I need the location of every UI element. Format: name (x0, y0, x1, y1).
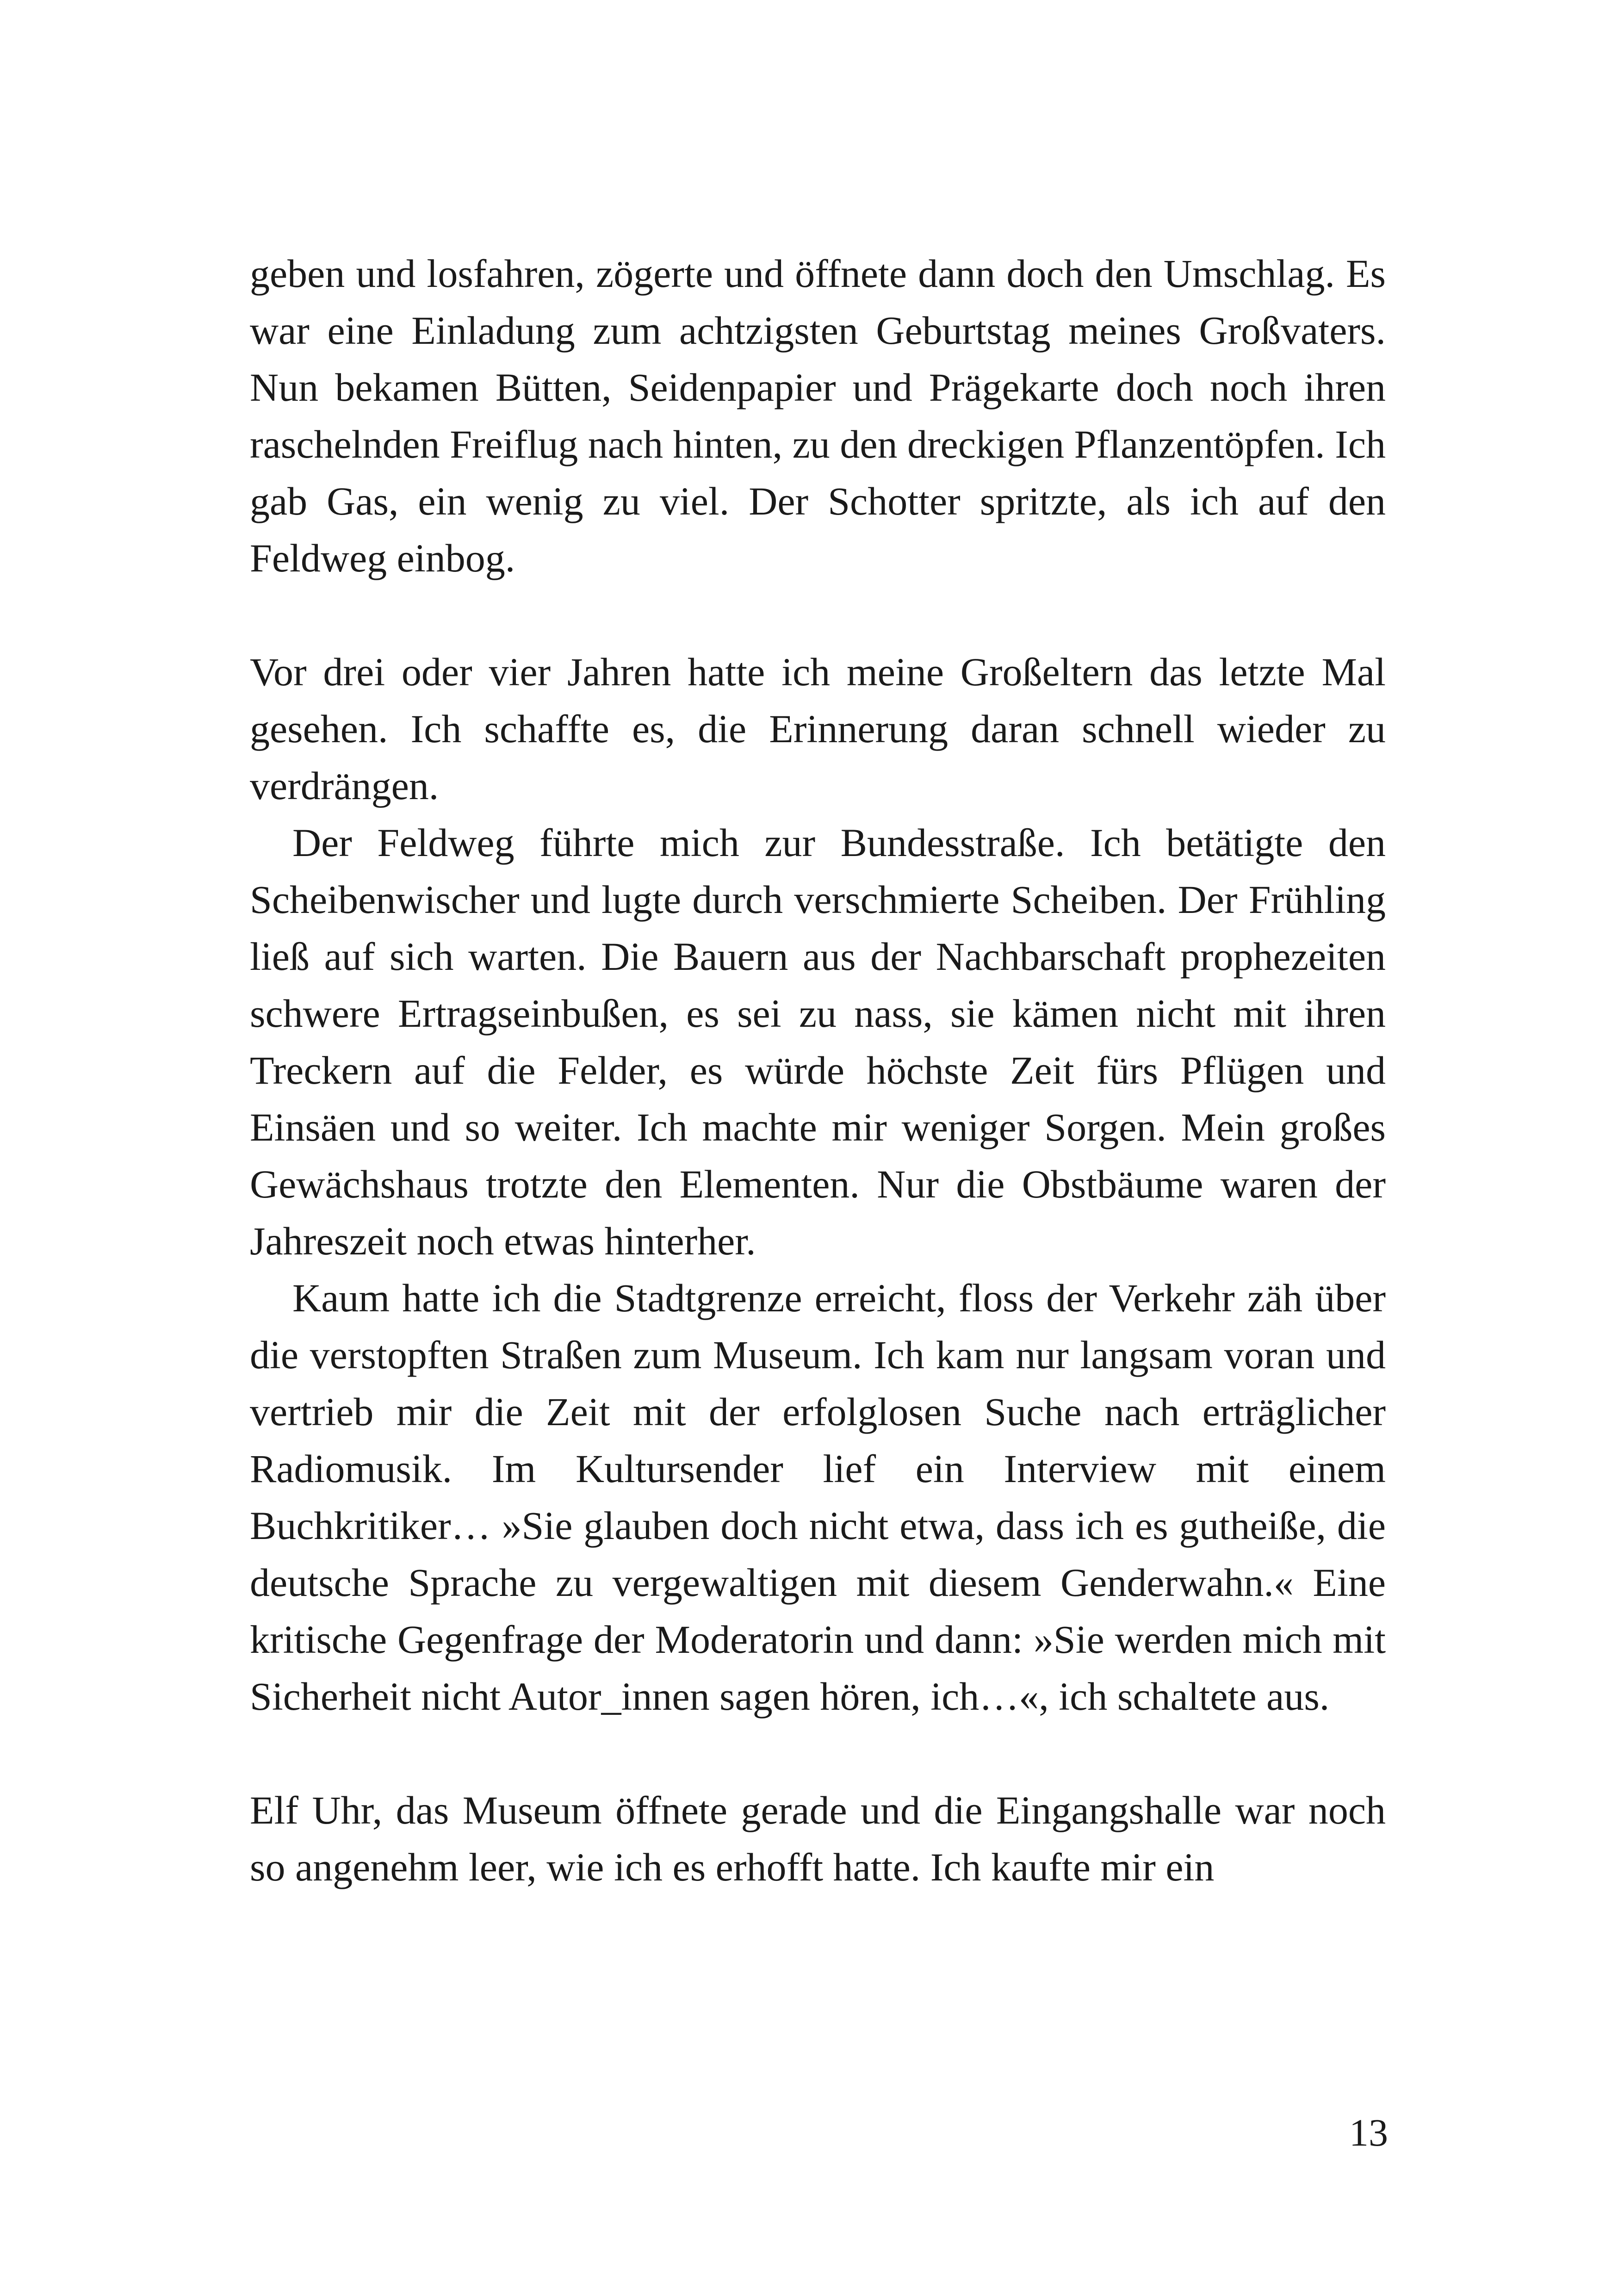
paragraph-5: Elf Uhr, das Museum öffnete gerade und die Eingangshalle war noch so angenehm leer, wie ich es erhofft hatte. Ich kaufte mir ein (250, 1788, 1386, 1889)
body-text (250, 245, 1386, 1896)
paragraph-2: Vor drei oder vier Jahren hatte ich meine Großeltern das letzte Mal gesehen. Ich schaffte es, die Erinnerung daran schnell wieder zu verdrängen. (250, 650, 1386, 808)
page-number: 13 (1349, 2111, 1388, 2154)
paragraph-4: Kaum hatte ich die Stadtgrenze erreicht, floss der Verkehr zäh über die verstopften Straßen zum Museum. Ich kam nur langsam voran und vertrieb mir die Zeit mit der erfolglosen Suche nach erträglicher Radiomusik. Im Kultursender lief ein Interview mit einem Buchkritiker… »Sie glauben doch nicht etwa, dass ich es gutheiße, die deutsche Sprache zu vergewaltigen mit diesem Genderwahn.« Eine kritische Gegenfrage der Moderatorin und dann: »Sie werden mich mit Sicherheit nicht Autor_innen sagen hören, ich…«, ich schaltete aus. (250, 1276, 1386, 1719)
paragraph-1: geben und losfahren, zögerte und öffnete dann doch den Umschlag. Es war eine Einladung zum achtzigsten Geburtstag meines Großvaters. Nun bekamen Bütten, Seidenpapier und Prägekarte doch noch ihren raschelnden Freiflug nach hinten, zu den dreckigen Pflanzentöpfen. Ich gab Gas, ein wenig zu viel. Der Schotter spritzte, als ich auf den Feldweg einbog. (250, 251, 1386, 580)
paragraph-3: Der Feldweg führte mich zur Bundesstraße. Ich betätigte den Scheibenwischer und lugte durch verschmierte Scheiben. Der Frühling ließ auf sich warten. Die Bauern aus der Nachbarschaft prophezeiten schwere Ertragseinbußen, es sei zu nass, sie kämen nicht mit ihren Treckern auf die Felder, es würde höchste Zeit fürs Pflügen und Einsäen und so weiter. Ich machte mir weniger Sorgen. Mein großes Gewächshaus trotzte den Elementen. Nur die Obstbäume waren der Jahreszeit noch etwas hinterher. (250, 820, 1386, 1263)
